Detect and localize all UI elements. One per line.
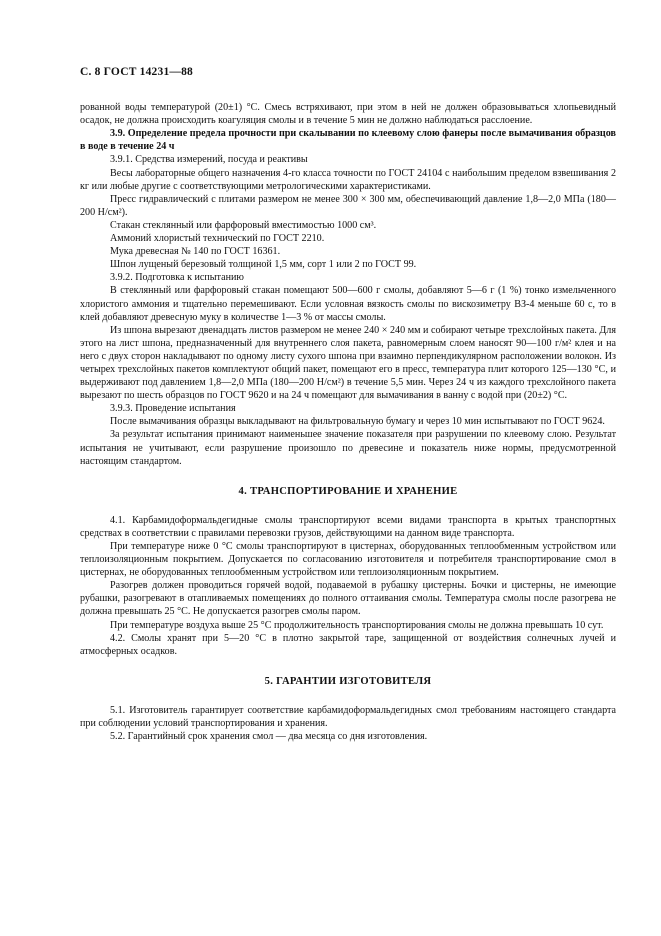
paragraph-ammonium: Аммоний хлористый технический по ГОСТ 2210. — [110, 233, 325, 245]
section-5-title: 5. ГАРАНТИИ ИЗГОТОВИТЕЛЯ — [264, 675, 432, 687]
paragraph-prep-2: Из шпона вырезают двенадцать листов размером не менее 240 × 240 мм и собирают четыре трехслойных пакета. Для этого на лист шпона, предназначенный для внутреннего слоя пакета, равномерным слоем наносят 90—100 г/м² клея и на него с двух сторон накладывают по одному листу сухого шпона при взаимно перпендикулярном расположении волокон. Из четырех трехслойных пакетов комплектуют общий пакет, помещают его в пресс, температура плит которого 125—130 °С, и выдерживают под давлением 1,8—2,0 МПа (180—200 Н/см²) в течение 5,5 мин. Через 24 ч из каждого трехслойного пакета вырезают по шесть образцов по ГОСТ 9620 и на 24 ч помещают для вымачивания в ванну с водой при (20±2) °С. — [80, 324, 616, 402]
paragraph-scales: Весы лабораторные общего назначения 4-го класса точности по ГОСТ 24104 с наибольшим пределом взвешивания 2 кг или любые другие с соответствующими метрологическими характеристиками. — [80, 167, 616, 192]
paragraph-below-zero: При температуре ниже 0 °С смолы транспортируют в цистернах, оборудованных теплообменным устройством или теплоизоляционным покрытием. Допускается по согласованию изготовителя и потребителя транспортирование смол в цистернах, не оборудованных теплообменным устройством или теплоизоляционным покрытием. — [80, 541, 616, 579]
paragraph-4-2: 4.2. Смолы хранят при 5—20 °С в плотно закрытой таре, защищенной от воздействия солнечных лучей и атмосферных осадков. — [80, 632, 616, 657]
page-header: С. 8 ГОСТ 14231—88 — [80, 66, 193, 78]
paragraph-test-1: После вымачивания образцы выкладывают на фильтровальную бумагу и через 10 мин испытывают по ГОСТ 9624. — [110, 416, 605, 428]
subsection-3-9-2: 3.9.2. Подготовка к испытанию — [110, 272, 244, 284]
paragraph-continuation: рованной воды температурой (20±1) °С. Смесь встряхивают, при этом в ней не должен образовываться хлопьевидный осадок, не должна происходить коагуляция смолы и в течение 5 мин не должно наблюдаться расслоение. — [80, 102, 616, 127]
paragraph-4-1: 4.1. Карбамидоформальдегидные смолы транспортируют всеми видами транспорта в крытых транспортных средствах в соответствии с правилами перевозки грузов, действующими на данном виде транспорта. — [80, 514, 616, 539]
section-3-9-title-text: 3.9. Определение предела прочности при скалывании по клеевому слою фанеры после вымачивания образцов в воде в течение 24 ч — [80, 128, 616, 153]
document-page — [80, 66, 616, 743]
paragraph-glass: Стакан стеклянный или фарфоровый вместимостью 1000 см³. — [110, 219, 377, 231]
paragraph-above-25: При температуре воздуха выше 25 °С продолжительность транспортирования смолы не должна превышать 10 сут. — [110, 619, 604, 631]
paragraph-flour: Мука древесная № 140 по ГОСТ 16361. — [110, 246, 281, 258]
section-3-9-title — [80, 127, 616, 153]
section-4-title: 4. ТРАНСПОРТИРОВАНИЕ И ХРАНЕНИЕ — [238, 485, 458, 497]
paragraph-5-1: 5.1. Изготовитель гарантирует соответствие карбамидоформальдегидных смол требованиям настоящего стандарта при соблюдении условий транспортирования и хранения. — [80, 704, 616, 730]
paragraph-press: Пресс гидравлический с плитами размером не менее 300 × 300 мм, обеспечивающий давление 1,8—2,0 МПа (180—200 Н/см²). — [80, 193, 616, 218]
paragraph-heating: Разогрев должен проводиться горячей водой, подаваемой в рубашку цистерны. Бочки и цистерны, не имеющие рубашки, разогревают в отапливаемых помещениях до полного оттаивания смолы. Температура смолы после разогрева не должна превышать 25 °С. Не допускается разогрев смолы паром. — [80, 580, 616, 618]
paragraph-veneer: Шпон лущеный березовый толщиной 1,5 мм, сорт 1 или 2 по ГОСТ 99. — [110, 259, 417, 271]
paragraph-prep-1: В стеклянный или фарфоровый стакан помещают 500—600 г смолы, добавляют 5—6 г (1 %) тонко измельченного хлористого аммония и тщательно перемешивают. Если условная вязкость смолы по вискозиметру ВЗ-4 меньше 60 с, то в клей добавляют древесную муку в количестве 1—3 % от массы смолы. — [80, 285, 616, 323]
subsection-3-9-1: 3.9.1. Средства измерений, посуда и реактивы — [110, 154, 308, 166]
paragraph-test-2: За результат испытания принимают наименьшее значение показателя при разрушении по клеевому слою. Результат испытания не учитывают, если разрушение произошло по древесине и показатель ниже нормы, предусмотренной настоящим стандартом. — [80, 429, 616, 467]
paragraph-5-2: 5.2. Гарантийный срок хранения смол — два месяца со дня изготовления. — [110, 731, 428, 743]
subsection-3-9-3: 3.9.3. Проведение испытания — [110, 403, 236, 415]
